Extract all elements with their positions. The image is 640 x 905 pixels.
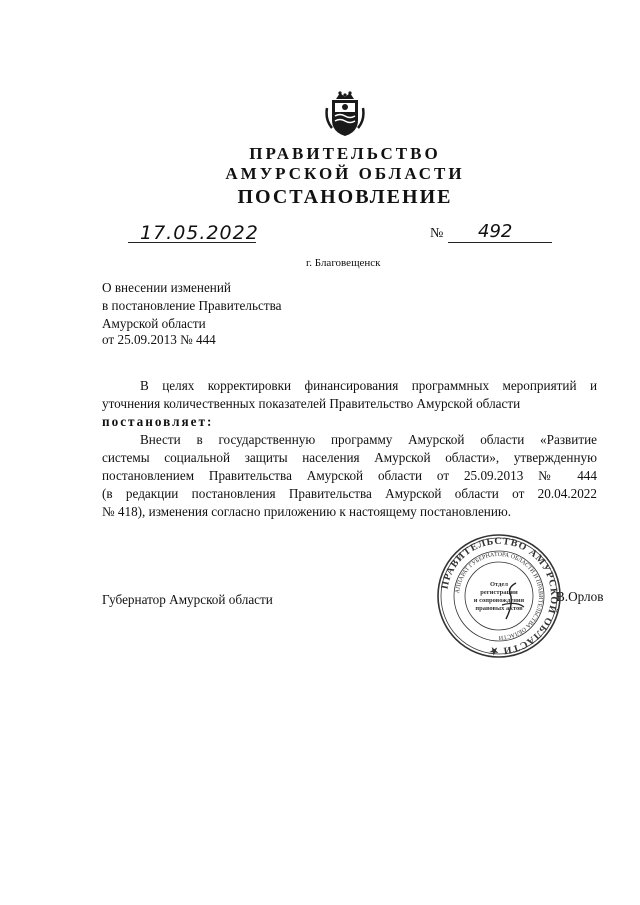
- handwritten-number: 492: [478, 221, 513, 242]
- coat-of-arms-emblem: [322, 90, 368, 138]
- resolves-keyword: постановляет:: [102, 414, 214, 429]
- body-line: постановлением Правительства Амурской области от 25.09.2013 № 444: [102, 468, 597, 483]
- org-name-line1: ПРАВИТЕЛЬСТВО: [249, 144, 441, 163]
- body-line: Внести в государственную программу Амурской области «Развитие: [140, 432, 597, 447]
- handwritten-date: 17.05.2022: [140, 222, 259, 244]
- subject-line: от 25.09.2013 № 444: [102, 332, 216, 347]
- svg-text:регистрации: регистрации: [480, 589, 518, 596]
- number-underline: [448, 242, 552, 243]
- document-type-title: ПОСТАНОВЛЕНИЕ: [237, 186, 453, 208]
- svg-text:Отдел: Отдел: [490, 581, 508, 588]
- svg-text:АППАРАТ ГУБЕРНАТОРА ОБЛАСТИ И: АППАРАТ ГУБЕРНАТОРА ОБЛАСТИ И ПРАВИТЕЛЬСТВА ОБЛАСТИ: [455, 551, 544, 641]
- svg-text:и сопровождения: и сопровождения: [473, 597, 525, 604]
- svg-text:правовых актов: правовых актов: [475, 605, 523, 612]
- body-line: уточнения количественных показателей Правительство Амурской области: [102, 396, 521, 411]
- body-line: № 418), изменения согласно приложению к настоящему постановлению.: [102, 504, 512, 519]
- date-underline: [128, 242, 256, 243]
- org-name-line2: АМУРСКОЙ ОБЛАСТИ: [225, 164, 465, 183]
- body-line: В целях корректировки финансирования программных мероприятий и: [140, 378, 597, 393]
- signatory-name: В.Орлов: [556, 589, 604, 604]
- svg-text:ПРАВИТЕЛЬСТВО АМУРСКОЙ ОБЛАСТИ: ПРАВИТЕЛЬСТВО АМУРСКОЙ ОБЛАСТИ ★: [439, 535, 560, 657]
- body-line: системы социальной защиты населения Амурской области», утвержденную: [102, 450, 597, 465]
- subject-line: в постановление Правительства: [102, 298, 282, 313]
- body-line: (в редакции постановления Правительства Амурской области от 20.04.2022: [102, 486, 597, 501]
- registration-seal-stamp: [436, 533, 562, 659]
- city-name: г. Благовещенск: [306, 257, 381, 269]
- signatory-position: Губернатор Амурской области: [102, 592, 273, 607]
- subject-line: Амурской области: [102, 316, 206, 331]
- subject-line: О внесении изменений: [102, 280, 231, 295]
- number-label: №: [430, 226, 444, 241]
